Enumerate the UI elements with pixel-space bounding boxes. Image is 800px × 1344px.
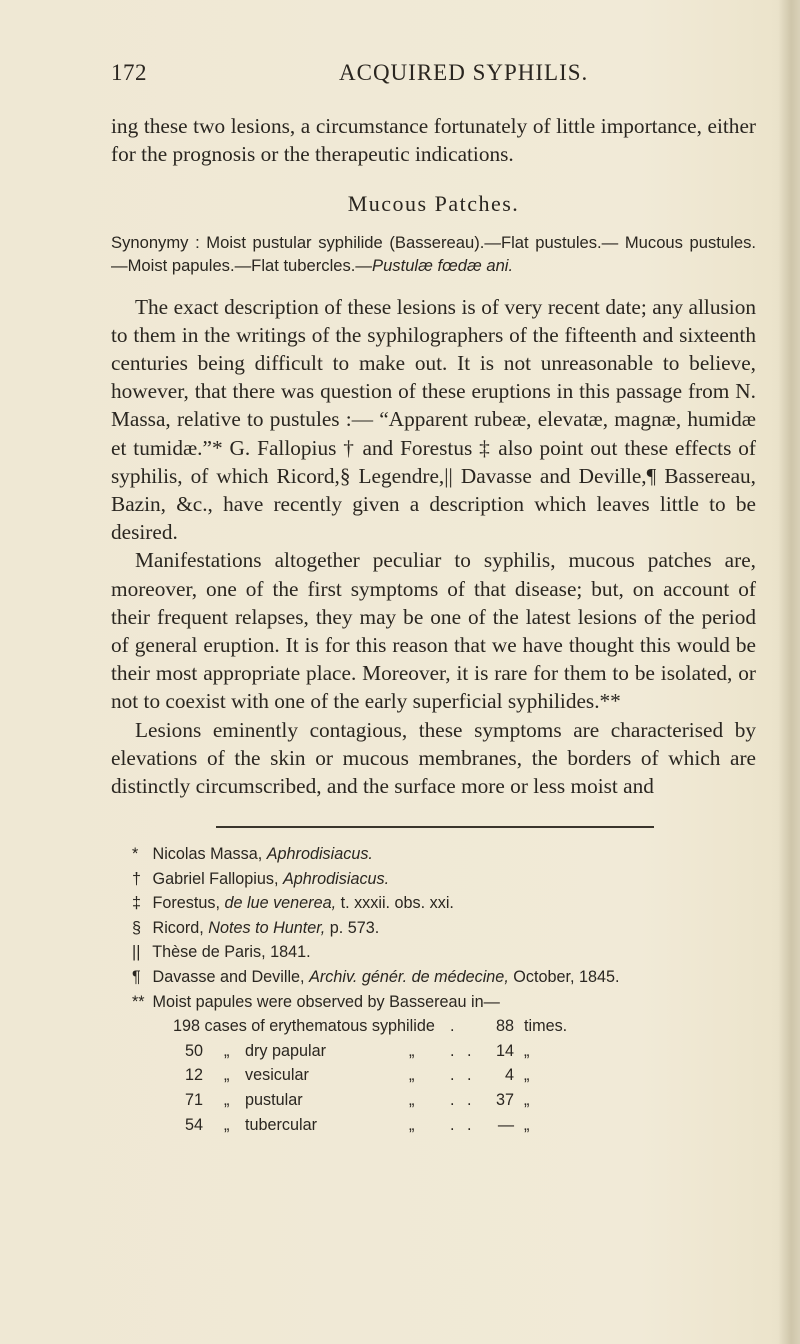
page-number: 172 [111,60,147,85]
stat-first-label: 198 cases of erythematous syphilide [173,1017,435,1036]
stat-row: 12 „ vesicular „ . . 4 „ [132,1063,732,1088]
footnote: * Nicolas Massa, Aphrodisiacus. [132,845,373,863]
stat-row: 54 „ tubercular „ . . — „ [132,1113,732,1138]
footnotes [132,842,732,1137]
footnote: ‡ Forestus, de lue venerea, t. xxxii. obs. xxi. [132,894,454,913]
stat-count: 14 [495,1041,514,1060]
stat-type: tubercular [245,1115,317,1134]
stat-cases: 54 [184,1115,203,1134]
page-edge [778,0,800,1344]
stat-row: 198 cases of erythematous syphilide . 88 times. [132,1014,732,1039]
stat-count: 88 [495,1017,514,1036]
stat-cases: 50 [184,1041,203,1060]
stat-type: dry papular [245,1041,326,1060]
paragraph-1: The exact description of these lesions is of very recent date; any allusion to them in the writings of the syphilographers of the fifteenth and sixteenth centuries being difficult to make out. It is not unreasonable to believe, however, that there was question of these eruptions in this passage from N. Massa, relative to pustules :— “Apparent rubeæ, elevatæ, magnæ, humidæ et tumidæ.”* G. Fallopius † and Forestus ‡ also point out these effects of syphilis, of which Ricord,§ Legendre,|| Davasse and Deville,¶ Bassereau, Bazin, &c., have recently given a description which leaves little to be desired. [111,294,756,545]
stat-count: 4 [504,1066,514,1085]
synonymy [111,231,756,277]
stat-type: pustular [245,1090,303,1109]
footnote: ¶ Davasse and Deville, Archiv. génér. de médecine, October, 1845. [132,967,620,986]
synonymy-latin: Pustulæ fœdæ ani. [372,255,514,275]
body-text [111,112,756,800]
stat-cases: 12 [184,1066,203,1085]
synonymy-lead: Synonymy : [111,232,200,252]
footnote: § Ricord, Notes to Hunter, p. 573. [132,918,380,937]
stat-count: — [497,1115,514,1134]
statistics-table [132,1014,732,1137]
stat-row: 71 „ pustular „ . . 37 „ [132,1088,732,1113]
footnote: † Gabriel Fallopius, Aphrodisiacus. [132,869,390,888]
page-header [111,50,771,90]
footnote: ** Moist papules were observed by Bassereau in— [132,992,500,1011]
footnote-rule [216,826,654,828]
running-title: ACQUIRED SYPHILIS. [339,60,589,85]
stat-row: 50 „ dry papular „ . . 14 „ [132,1039,732,1064]
section-title: Mucous Patches. [347,191,520,217]
paragraph-3: Lesions eminently contagious, these symptoms are characterised by elevations of the skin or mucous membranes, the borders of which are distinctly circumscribed, and the surface more or less moist and [111,717,756,799]
stat-type: vesicular [245,1066,309,1085]
stat-count: 37 [495,1090,514,1109]
paragraph-2: Manifestations altogether peculiar to syphilis, mucous patches are, moreover, one of the first symptoms of that disease; but, on account of their frequent relapses, they may be one of the latest lesions of the period of general eruption. It is for this reason that we have thought this would be their most appropriate place. Moreover, it is rare for them to be isolated, or not to coexist with one of the early superficial syphilides.** [111,548,756,714]
opening-paragraph: ing these two lesions, a circumstance fortunately of little importance, either for the prognosis or the therapeutic indications. [111,114,756,167]
stat-unit: times. [524,1017,568,1036]
footnote: || Thèse de Paris, 1841. [132,943,311,962]
synonymy-text: Moist pustular syphilide (Bassereau).—Flat pustules.— Mucous pustules.—Moist papules.—Flat tubercles.— [111,232,756,275]
stat-cases: 71 [184,1090,203,1109]
